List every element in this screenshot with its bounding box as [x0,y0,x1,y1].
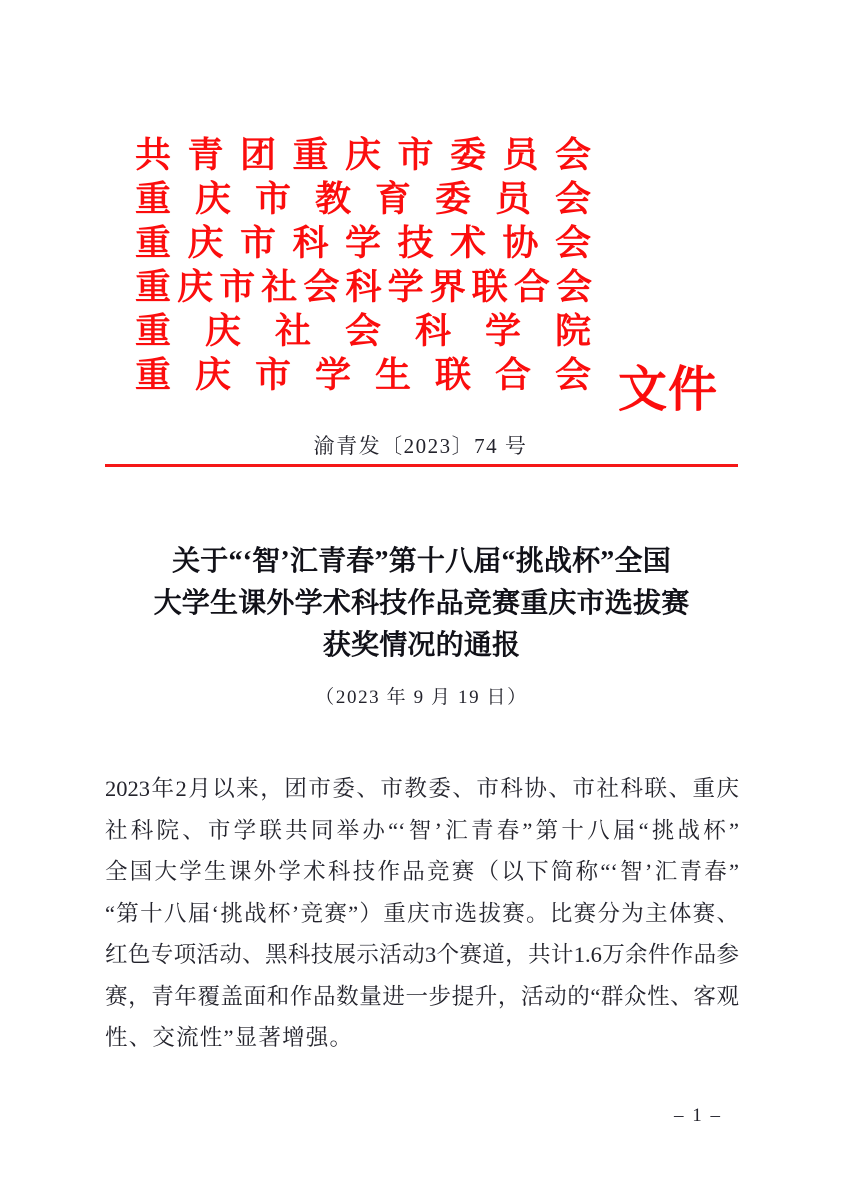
issuing-organization-line-6: 重庆市学生联合会 [135,355,591,395]
issuing-organizations [135,133,591,397]
body-line-4: “第十八届‘挑战杯’竞赛”）重庆市选拔赛。比赛分为主体赛、 [105,900,739,926]
document-body [105,768,739,1059]
issuing-organization-line-3: 重庆市科学技术协会 [135,223,591,263]
body-line-7: 性、交流性”显著增强。 [105,1025,354,1050]
issuing-organization-line-4: 重庆市社会科学界联合会 [135,267,591,307]
red-divider-rule [105,464,738,467]
issuing-organization-line-1: 共青团重庆市委员会 [135,135,591,175]
document-date: （2023 年 9 月 19 日） [315,687,528,708]
letterhead [0,133,841,417]
body-line-5: 红色专项活动、黑科技展示活动3个赛道，共计1.6万余件作品参 [105,942,739,967]
body-line-3: 全国大学生课外学术科技作品竞赛（以下简称“‘智’汇青春” [105,859,739,884]
document-word-label: 文件 [618,362,719,417]
document-title-line-2: 大学生课外学术科技作品竞赛重庆市选拔赛 [153,588,690,619]
page-number [0,1105,841,1127]
document-title-line-1: 关于“‘智’汇青春”第十八届“挑战杯”全国 [172,546,671,577]
issuing-organization-line-5: 重庆社会科学院 [135,311,591,351]
document-title [105,541,738,667]
page-number-value: – 1 – [674,1105,722,1126]
document-number: 渝青发〔2023〕74 号 [313,434,528,458]
issuing-organization-line-2: 重庆市教育委员会 [135,179,591,219]
body-line-2: 社科院、市学联共同举办“‘智’汇青春”第十八届“挑战杯” [105,817,739,843]
body-line-6: 赛，青年覆盖面和作品数量进一步提升，活动的“群众性、客观 [105,983,739,1009]
document-title-line-3: 获奖情况的通报 [322,630,521,661]
body-line-1: 2023年2月以来，团市委、市教委、市科协、市社科联、重庆 [105,776,739,801]
